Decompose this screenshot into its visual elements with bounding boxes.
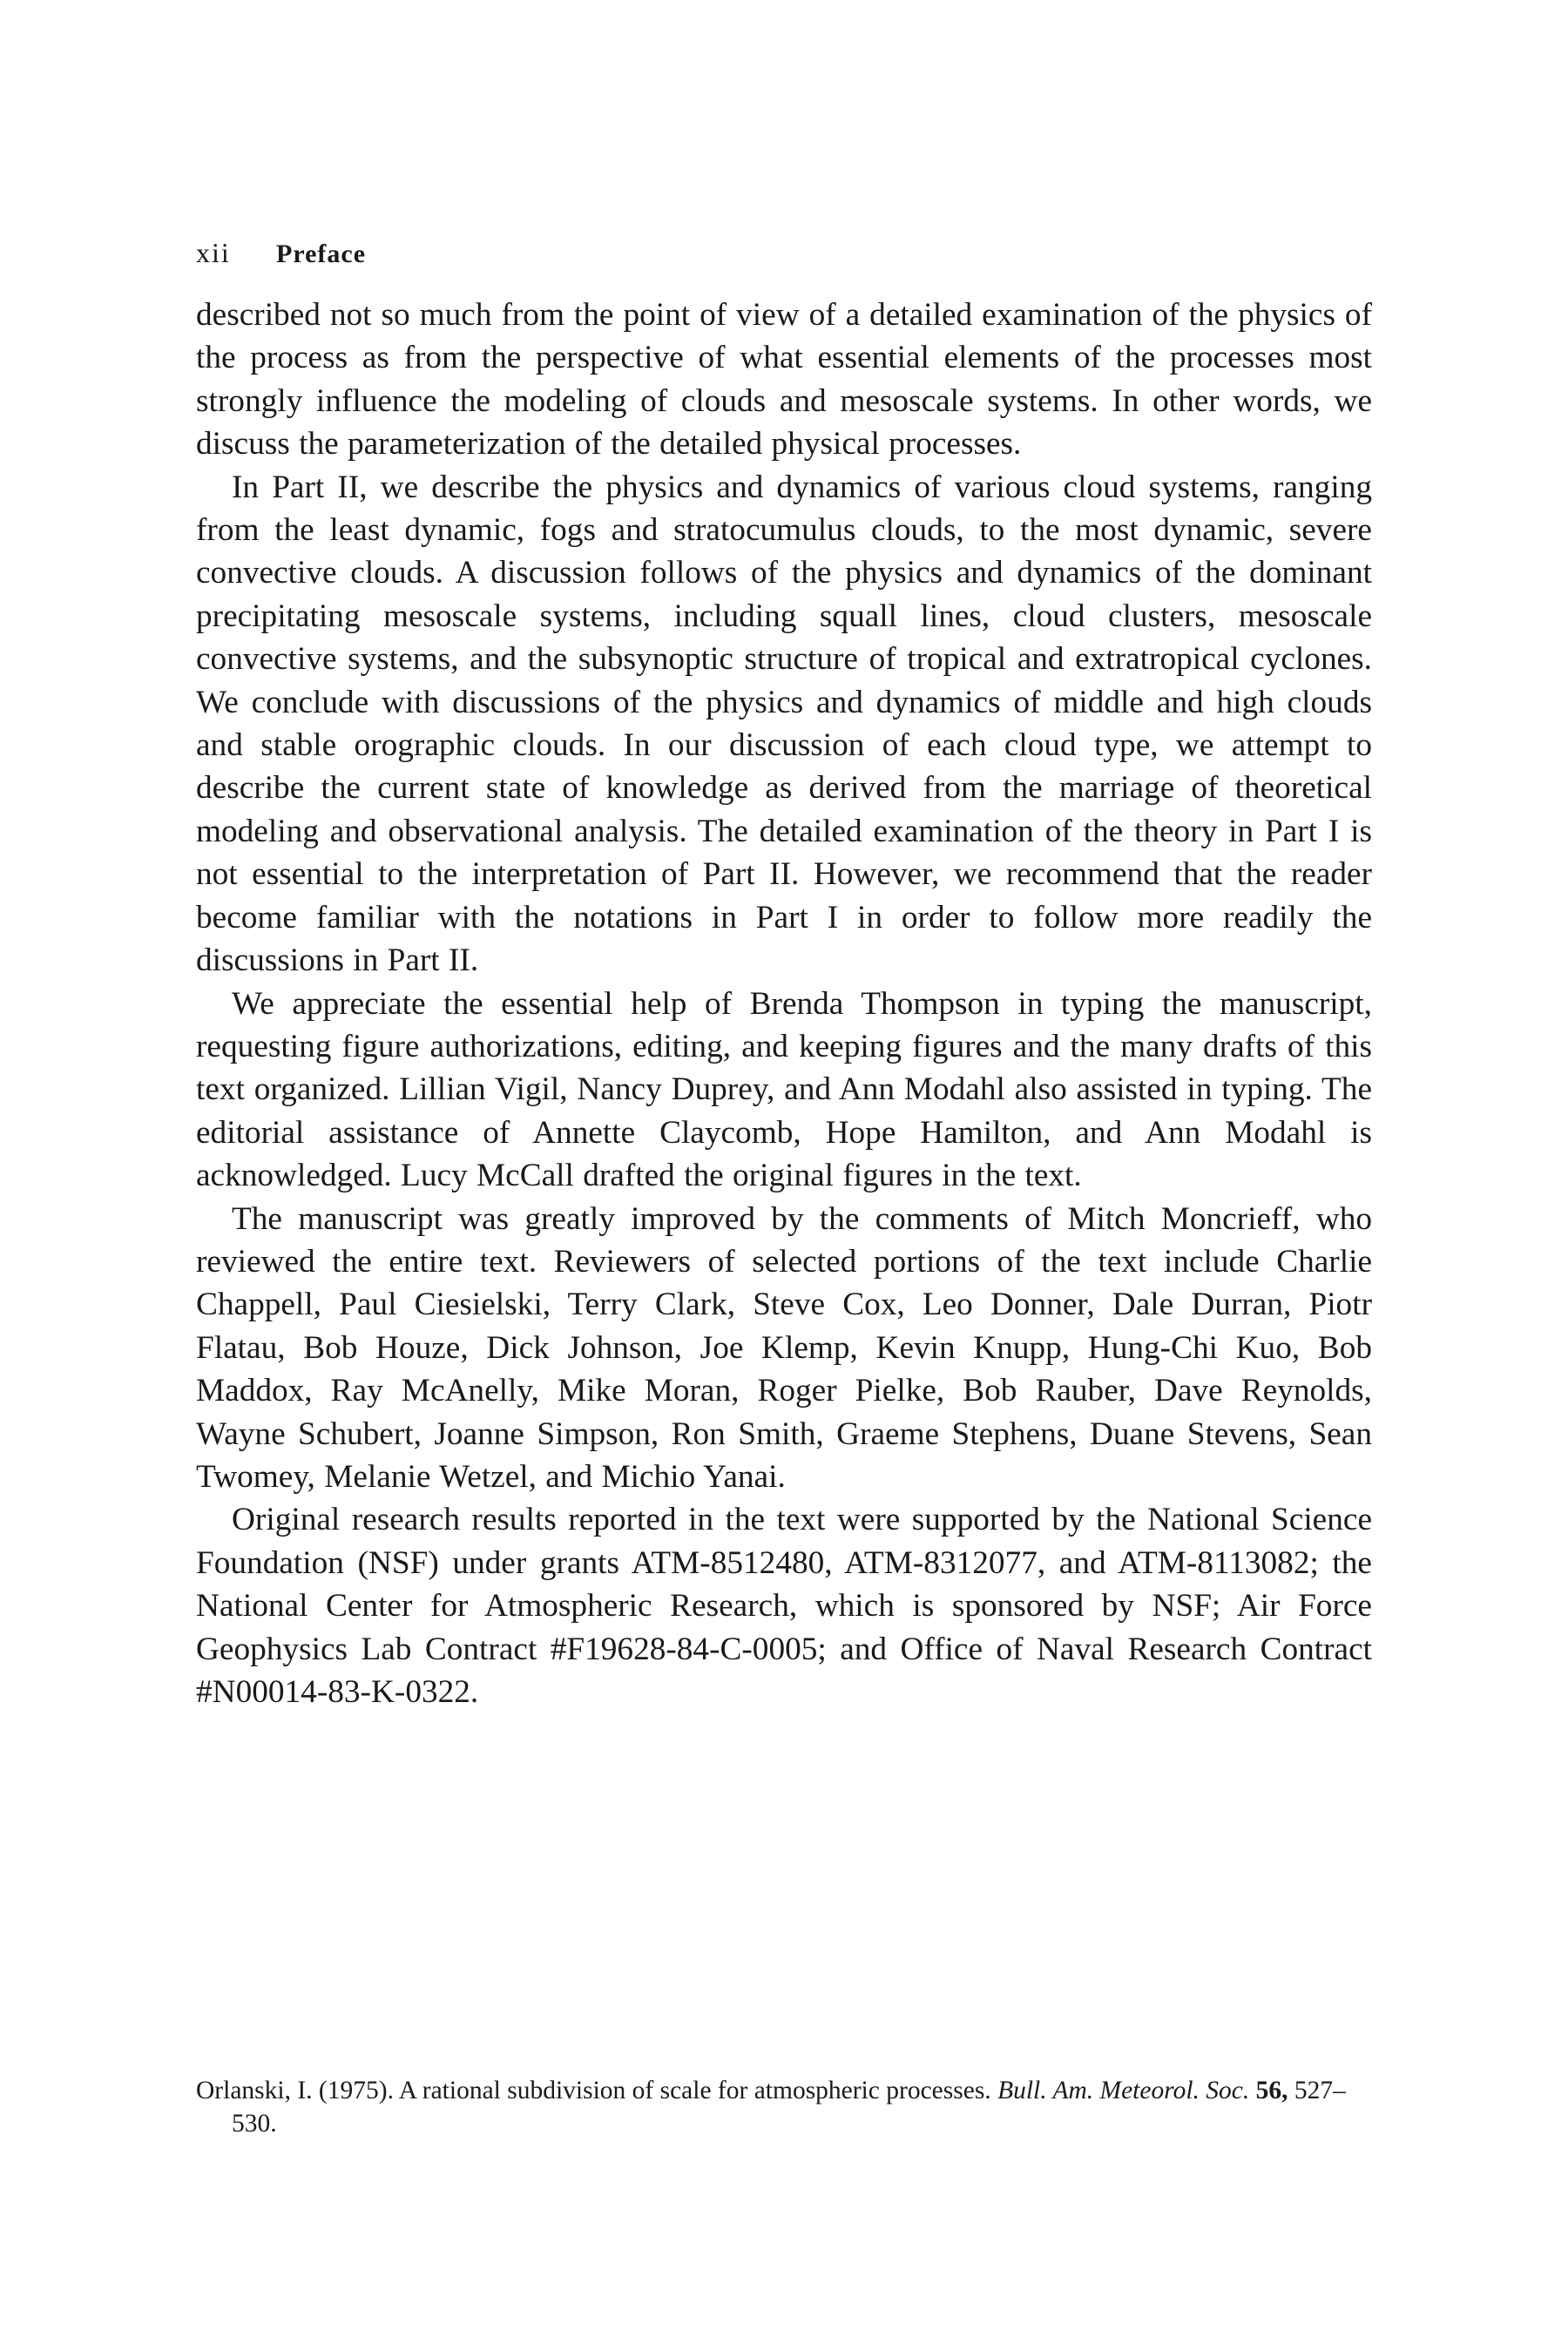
reference-title: A rational subdivision of scale for atmospheric processes.	[398, 2077, 991, 2104]
running-title: Preface	[276, 240, 367, 268]
reference-volume: 56,	[1255, 2077, 1288, 2104]
paragraph-acknowledgments-typing: We appreciate the essential help of Brenda Thompson in typing the manuscript, requesting figure authorizations, editing, and keeping figures and the many drafts of this text organized. Lillian Vigil, Nancy Duprey, and Ann Modahl also assisted in typing. The editorial assistance of Annette Claycomb, Hope Hamilton, and Ann Modahl is acknowledged. Lucy McCall drafted the original figures in the text.	[196, 985, 1372, 1194]
paragraph-continued: described not so much from the point of view of a detailed examination of the physics of the process as from the perspective of what essential elements of the processes most strongly influence the modeling of clouds and mesoscale systems. In other words, we discuss the parameterization of the detailed physical processes.	[196, 297, 1372, 463]
references	[196, 2074, 1372, 2140]
reference-authors: Orlanski, I. (1975).	[196, 2077, 394, 2104]
page-header	[196, 235, 366, 272]
paragraph-acknowledgments-reviewers: The manuscript was greatly improved by the comments of Mitch Moncrieff, who reviewed the entire text. Reviewers of selected portions of the text include Charlie Chappell, Paul Ciesielski, Terry Clark, Steve Cox, Leo Donner, Dale Durran, Piotr Flatau, Bob Houze, Dick Johnson, Joe Klemp, Kevin Knupp, Hung-Chi Kuo, Bob Maddox, Ray McAnelly, Mike Moran, Roger Pielke, Bob Rauber, Dave Reynolds, Wayne Schubert, Joanne Simpson, Ron Smith, Graeme Stephens, Duane Stevens, Sean Twomey, Melanie Wetzel, and Michio Yanai.	[196, 1200, 1372, 1495]
reference-pages: 527–530.	[232, 2077, 1346, 2138]
page-number: xii	[196, 237, 231, 268]
reference-journal: Bull. Am. Meteorol. Soc.	[997, 2077, 1250, 2104]
paragraph-funding: Original research results reported in the text were supported by the National Science Foundation (NSF) under grants ATM-8512480, ATM-8312077, and ATM-8113082; the National Center for Atmospheric Research, which is sponsored by NSF; Air Force Geophysics Lab Contract #F19628-84-C-0005; and Office of Naval Research Contract #N00014-83-K-0322.	[196, 1502, 1372, 1710]
body-text	[196, 294, 1372, 1713]
paragraph-part-two: In Part II, we describe the physics and dynamics of various cloud systems, ranging from the least dynamic, fogs and stratocumulus clouds, to the most dynamic, severe convective clouds. A discussion follows of the physics and dynamics of the dominant precipitating mesoscale systems, including squall lines, cloud clusters, mesoscale convective systems, and the subsynoptic structure of tropical and extratropical cyclones. We conclude with discussions of the physics and dynamics of middle and high clouds and stable orographic clouds. In our discussion of each cloud type, we attempt to describe the current state of knowledge as derived from the marriage of theoretical modeling and observational analysis. The detailed examination of the theory in Part I is not essential to the interpretation of Part II. However, we recommend that the reader become familiar with the notations in Part I in order to follow more readily the discussions in Part II.	[196, 469, 1372, 979]
reference-entry	[196, 2074, 1372, 2140]
